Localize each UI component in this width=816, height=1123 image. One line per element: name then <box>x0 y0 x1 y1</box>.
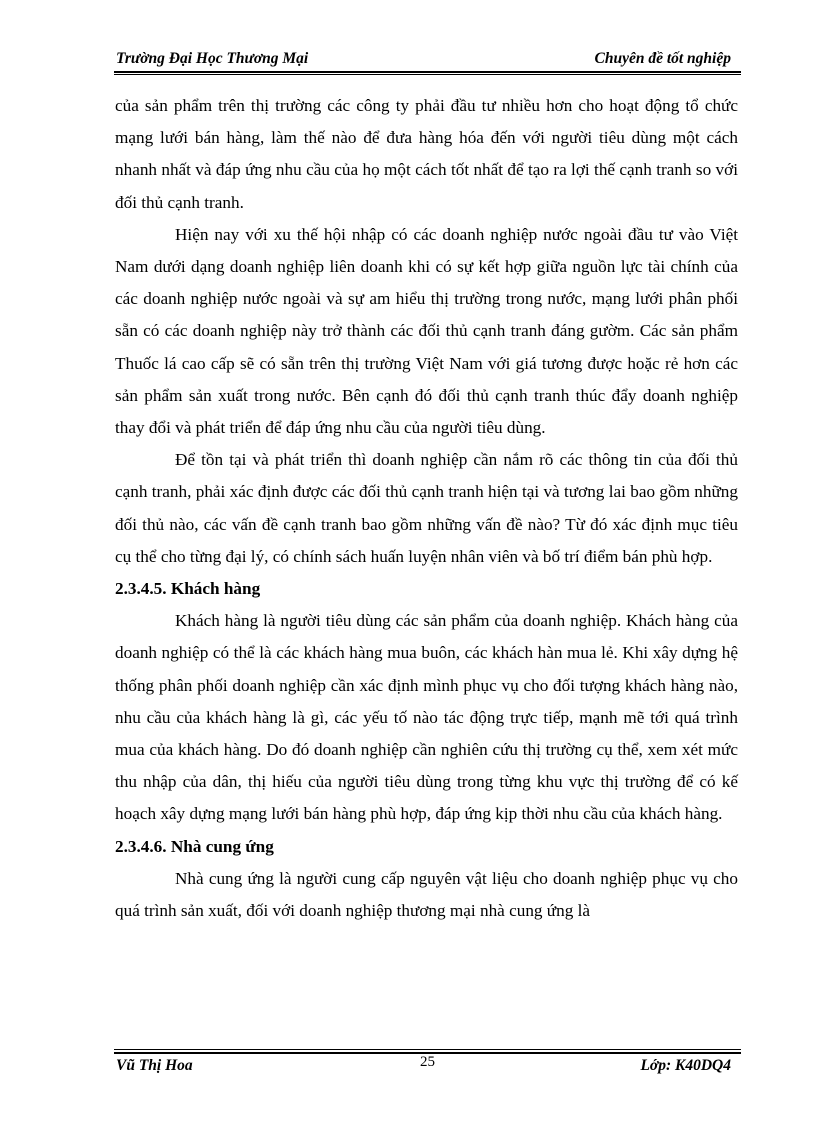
header-school-name: Trường Đại Học Thương Mại <box>116 50 309 67</box>
footer-author: Vũ Thị Hoa <box>116 1057 193 1074</box>
page-body <box>115 90 738 927</box>
footer-rule-thin <box>114 1049 741 1050</box>
footer-class: Lớp: K40DQ4 <box>640 1057 731 1074</box>
paragraph-3: Để tồn tại và phát triển thì doanh nghiệp cần nắm rõ các thông tin của đối thủ cạnh tranh, phải xác định được các đối thủ cạnh tranh hiện tại và tương lai bao gồm những đối thủ nào, các vấn đề cạnh tranh bao gồm những vấn đề nào? Từ đó xác định mục tiêu cụ thể cho từng đại lý, có chính sách huấn luyện nhân viên và bố trí điểm bán phù hợp. <box>115 450 738 566</box>
header-rule <box>114 71 741 73</box>
paragraph-5: Nhà cung ứng là người cung cấp nguyên vật liệu cho doanh nghiệp phục vụ cho quá trình sản xuất, đối với doanh nghiệp thương mại nhà cung ứng là <box>115 868 738 921</box>
paragraph-2: Hiện nay với xu thế hội nhập có các doanh nghiệp nước ngoài đầu tư vào Việt Nam dưới dạng doanh nghiệp liên doanh khi có sự kết hợp giữa nguồn lực tài chính của các doanh nghiệp nước ngoài và sự am hiểu thị trường trong nước, mạng lưới phân phối sẵn có các doanh nghiệp này trở thành các đối thủ cạnh tranh đáng gườm. Các sản phẩm Thuốc lá cao cấp sẽ có sẵn trên thị trường Việt Nam với giá tương được hoặc rẻ hơn các sản phẩm sản xuất trong nước. Bên cạnh đó đối thủ cạnh tranh thúc đẩy doanh nghiệp thay đổi và phát triển để đáp ứng nhu cầu của người tiêu dùng. <box>115 224 738 438</box>
page-footer <box>114 1054 741 1076</box>
paragraph-4: Khách hàng là người tiêu dùng các sản phẩm của doanh nghiệp. Khách hàng của doanh nghiệp có thể là các khách hàng mua buôn, các khách hàn mua lẻ. Khi xây dựng hệ thống phân phối doanh nghiệp cần xác định mình phục vụ cho đối tượng khách hàng nào, nhu cầu của khách hàng là gì, các yếu tố nào tác động trực tiếp, mạnh mẽ tới quá trình mua của khách hàng. Do đó doanh nghiệp cần nghiên cứu thị trường cụ thể, xem xét mức thu nhập của dân, thị hiếu của người tiêu dùng trong từng khu vực thị trường để có kế hoạch xây dựng mạng lưới bán hàng phù hợp, đáp ứng kịp thời nhu cầu của khách hàng. <box>115 611 738 824</box>
page-number: 25 <box>420 1054 435 1070</box>
section-heading-khach-hang: 2.3.4.5. Khách hàng <box>115 579 261 599</box>
paragraph-1: của sản phẩm trên thị trường các công ty phải đầu tư nhiều hơn cho hoạt động tổ chức mạng lưới bán hàng, làm thế nào để đưa hàng hóa đến với người tiêu dùng một cách nhanh nhất và đáp ứng nhu cầu của họ một cách tốt nhất để tạo ra lợi thế cạnh tranh so với đối thủ cạnh tranh. <box>115 96 738 212</box>
section-heading-nha-cung-ung: 2.3.4.6. Nhà cung ứng <box>115 836 274 856</box>
header-document-type: Chuyên đề tốt nghiệp <box>594 50 731 67</box>
page-header <box>114 48 741 70</box>
header-rule-thin <box>114 74 741 75</box>
